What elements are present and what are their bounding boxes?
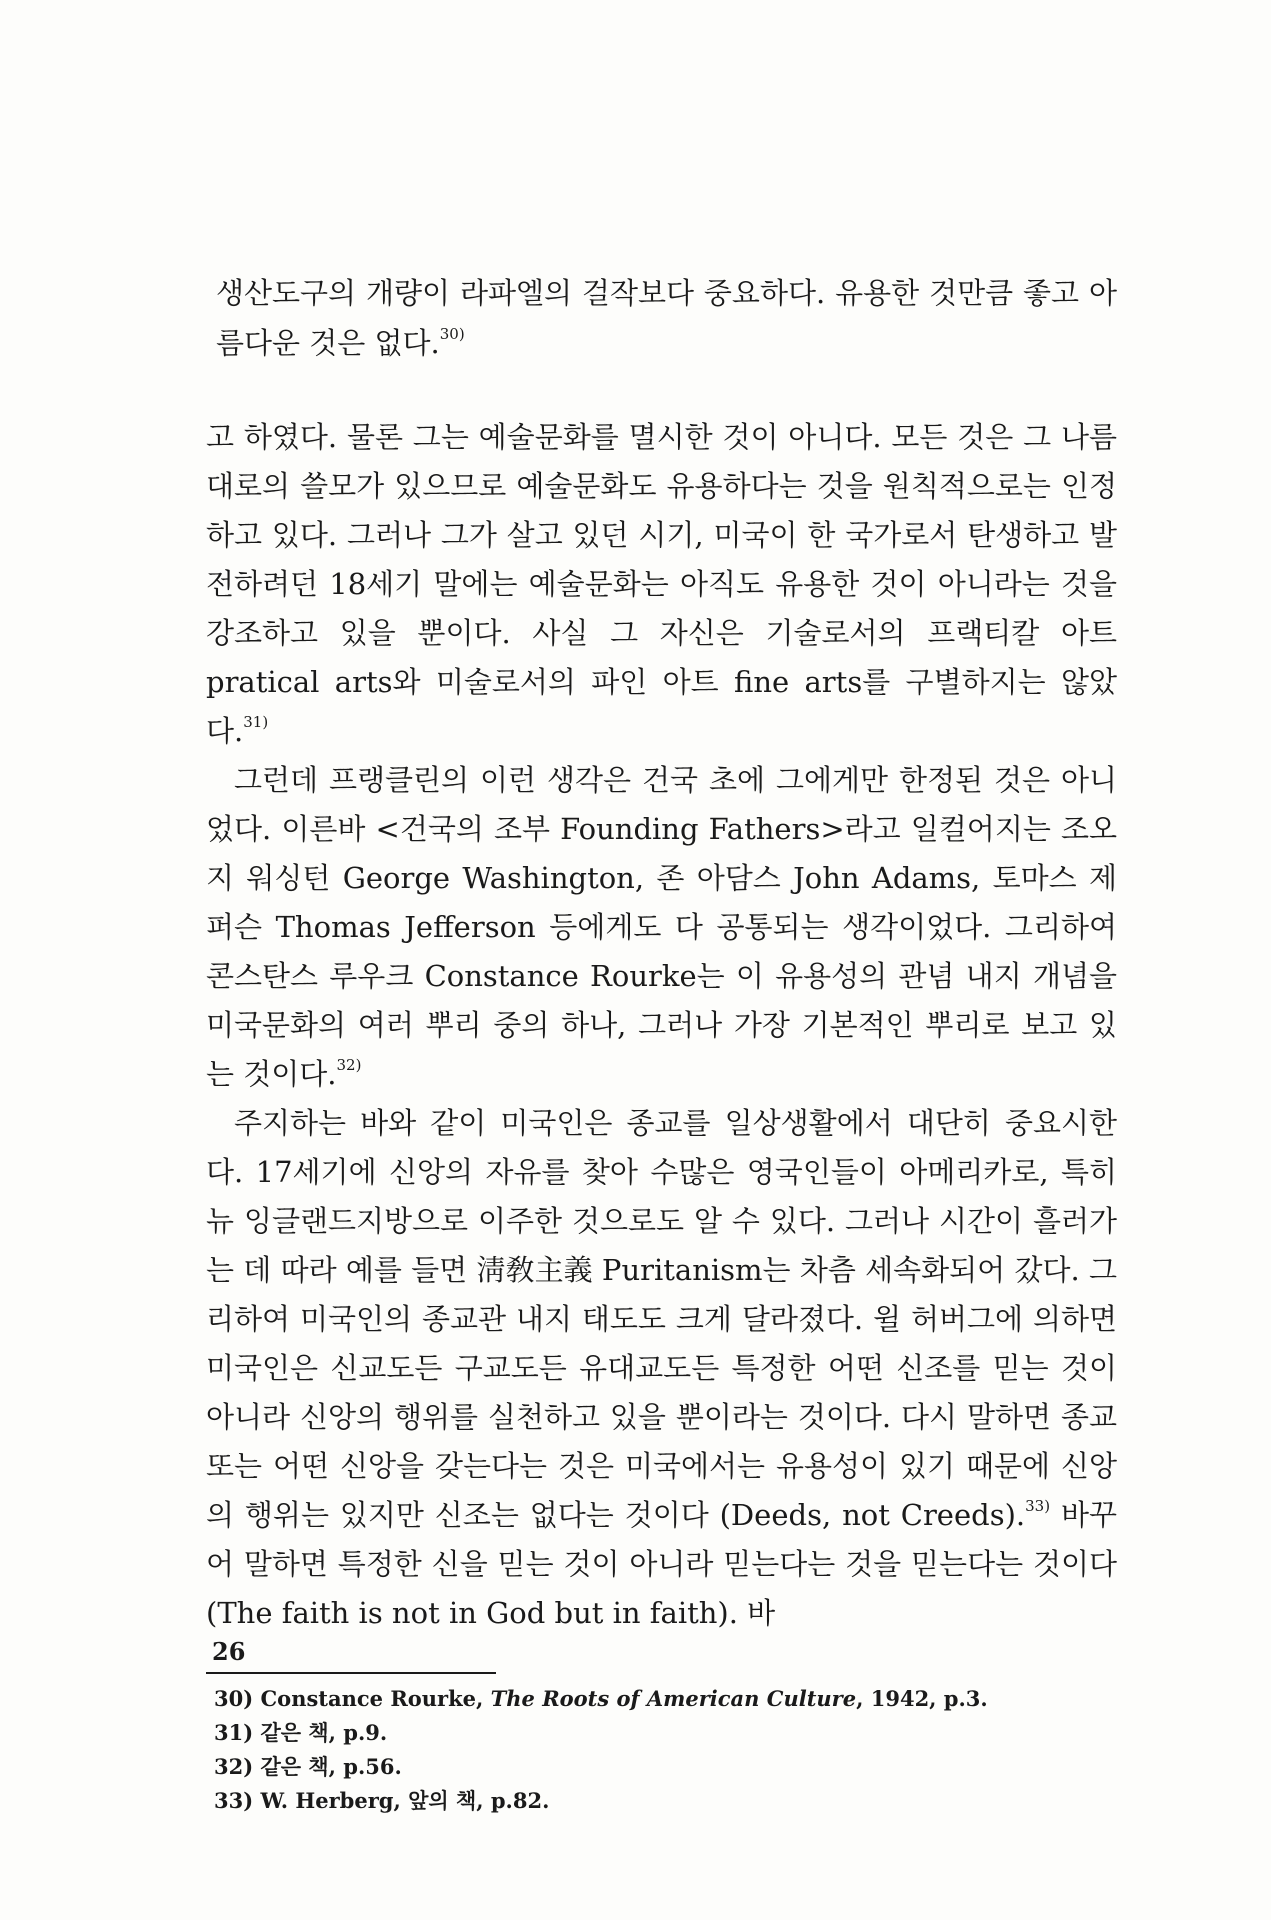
paragraph-2-text: 그런데 프랭클린의 이런 생각은 건국 초에 그에게만 한정된 것은 아니었다. 이른바 <건국의 조부 Founding Fathers>라고 일컬어지는 조오지 워싱턴 George Washington, 존 아담스 John Adams, 토마스 제퍼슨 Thomas Jefferson 등에게도 다 공통되는 생각이었다. 그리하여 콘스탄스 루우크 Constance Rourke는 이 유용성의 관념 내지 개념을 미국문화의 여러 뿌리 중의 하나, 그러나 가장 기본적인 뿌리로 보고 있는 것이다. — [206, 763, 1117, 1091]
paragraph-3 — [206, 1099, 1117, 1638]
footnote-30-suffix: , 1942, p.3. — [856, 1686, 988, 1711]
footnote-32-text: 32) 같은 책, p.56. — [214, 1754, 402, 1779]
footnote-ref-31: 31) — [243, 713, 269, 731]
footnote-30-prefix: 30) Constance Rourke, — [214, 1686, 491, 1711]
footnote-31 — [214, 1716, 1117, 1750]
footnotes — [214, 1682, 1117, 1818]
block-quote — [216, 268, 1117, 368]
footnote-31-text: 31) 같은 책, p.9. — [214, 1720, 388, 1745]
footnote-30 — [214, 1682, 1117, 1716]
body-text — [206, 413, 1117, 1638]
footnote-33-text: 33) W. Herberg, 앞의 책, p.82. — [214, 1788, 550, 1813]
page-number: 26 — [212, 1637, 246, 1666]
paragraph-1-text: 고 하였다. 물론 그는 예술문화를 멸시한 것이 아니다. 모든 것은 그 나름대로의 쓸모가 있으므로 예술문화도 유용하다는 것을 원칙적으로는 인정하고 있다. 그러나 그가 살고 있던 시기, 미국이 한 국가로서 탄생하고 발전하려던 18세기 말에는 예술문화는 아직도 유용한 것이 아니라는 것을 강조하고 있을 뿐이다. 사실 그 자신은 기술로서의 프랙티칼 아트 pratical arts와 미술로서의 파인 아트 fine arts를 구별하지는 않았다. — [206, 420, 1117, 748]
quote-paragraph — [216, 268, 1117, 368]
footnote-30-title: The Roots of American Culture — [490, 1686, 857, 1711]
paragraph-3-text-b: 바꾸어 말하면 특정한 신을 믿는 것이 아니라 믿는다는 것을 믿는다는 것이다(The faith is not in God but in faith). 바 — [206, 1498, 1118, 1630]
page-content — [206, 268, 1117, 1818]
footnote-32 — [214, 1750, 1117, 1784]
footnote-ref-32: 32) — [336, 1056, 362, 1074]
footnote-ref-30: 30) — [439, 325, 465, 343]
footnote-ref-33: 33) — [1025, 1497, 1051, 1515]
footnote-divider — [206, 1672, 496, 1674]
footnote-33 — [214, 1784, 1117, 1818]
paragraph-3-text-a: 주지하는 바와 같이 미국인은 종교를 일상생활에서 대단히 중요시한다. 17세기에 신앙의 자유를 찾아 수많은 영국인들이 아메리카로, 특히 뉴 잉글랜드지방으로 이주한 것으로도 알 수 있다. 그러나 시간이 흘러가는 데 따라 예를 들면 淸敎主義 Puritanism는 차츰 세속화되어 갔다. 그리하여 미국인의 종교관 내지 태도도 크게 달라졌다. 윌 허버그에 의하면 미국인은 신교도든 구교도든 유대교도든 특정한 어떤 신조를 믿는 것이 아니라 신앙의 행위를 실천하고 있을 뿐이라는 것이다. 다시 말하면 종교 또는 어떤 신앙을 갖는다는 것은 미국에서는 유용성이 있기 때문에 신앙의 행위는 있지만 신조는 없다는 것이다 (Deeds, not Creeds). — [206, 1106, 1117, 1532]
quote-text: 생산도구의 개량이 라파엘의 걸작보다 중요하다. 유용한 것만큼 좋고 아름다운 것은 없다. — [216, 276, 1117, 360]
paragraph-1 — [206, 413, 1117, 756]
paragraph-2 — [206, 756, 1117, 1099]
